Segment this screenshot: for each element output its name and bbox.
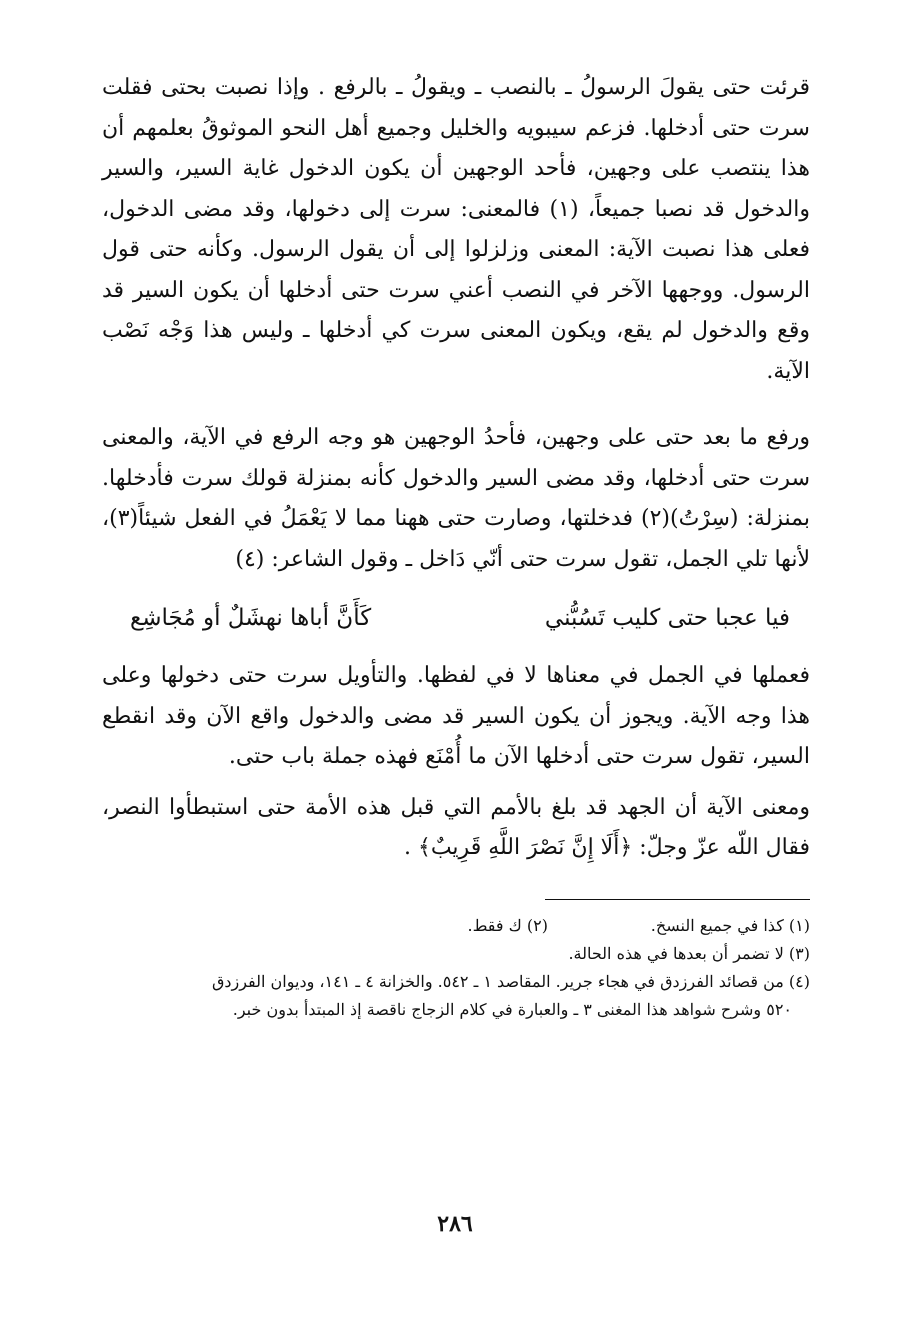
body-paragraph-2: ورفع ما بعد حتى على وجهين، فأحدُ الوجهين هو وجه الرفع في الآية، والمعنى سرت حتى أدخلها، وقد مضى السير والدخول كأنه بمنزلة قولك سرت فأدخلها. بمنزلة: (سِرْتُ)(٢) فدخلتها، وصارت حتى ههنا مما لا يَعْمَلُ في الفعل شيئاً(٣)، لأنها تلي الجمل، تقول سرت حتى أنّي دَاخل ـ وقول الشاعر: (٤) [102,425,810,572]
footnote-4-line-1: (٤) من قصائد الفرزدق في هجاء جرير. المقاصد ١ ـ ٥٤٢. والخزانة ٤ ـ ١٤١، وديوان الفرزدق [211,971,810,991]
body-paragraph-1: قرئت حتى يقولَ الرسولُ ـ بالنصب ـ ويقولُ ـ بالرفع . وإذا نصبت بحتى فقلت سرت حتى أدخلها. فزعم سيبويه والخليل وجميع أهل النحو الموثوقُ بعلمهم أن هذا ينتصب على وجهين، فأحد الوجهين أن يكون الدخول غاية السير، والسير والدخول قد نصبا جميعاً، (١) فالمعنى: سرت إلى دخولها، وقد مضى الدخول، فعلى هذا نصبت الآية: المعنى وزلزلوا إلى أن يقول الرسول. وكأنه حتى قول الرسول. ووجهها الآخر في النصب أعني سرت حتى أدخلها أن يكون السير قد وقع والدخول لم يقع، ويكون المعنى سرت كي أدخلها ـ وليس هذا وَجْه نَصْب الآية. [102,75,810,384]
footnote-2: (٢) ك فقط. [467,915,548,935]
footnote-row-1-2 [102,912,810,940]
footnote-4-line-2: ٥٢٠ وشرح شواهد هذا المغنى ٣ ـ والعبارة في كلام الزجاج ناقصة إذ المبتدأ بدون خبر. [232,999,792,1019]
footnote-3: (٣) لا تضمر أن بعدها في هذه الحالة. [568,943,810,963]
verse-second-hemistich: كَأَنَّ أباها نهشَلٌ أو مُجَاشِع [130,605,372,631]
footnotes [102,912,810,1024]
body-paragraph-3: فعملها في الجمل في معناها لا في لفظها. والتأويل سرت حتى دخولها وعلى هذا وجه الآية. ويجوز أن يكون السير قد مضى والدخول واقع الآن وقد انقطع السير، تقول سرت حتى أدخلها الآن ما أُمْنَع فهذه جملة باب حتى. [102,663,810,769]
page-number: ٢٨٦ [437,1211,473,1237]
footnote-separator-wrap [102,899,810,900]
footnote-1: (١) كذا في جميع النسخ. [650,915,810,935]
footnote-separator [545,899,810,900]
poetry-verse [102,598,810,638]
body-paragraph-4: ومعنى الآية أن الجهد قد بلغ بالأمم التي قبل هذه الأمة حتى استبطأوا النصر، فقال اللّه عزّ وجلّ: ﴿أَلَا إِنَّ نَصْرَ اللَّهِ قَرِيبٌ﴾ . [102,794,810,860]
verse-first-hemistich: فيا عجبا حتى كليب تَسُبُّني [544,605,790,631]
